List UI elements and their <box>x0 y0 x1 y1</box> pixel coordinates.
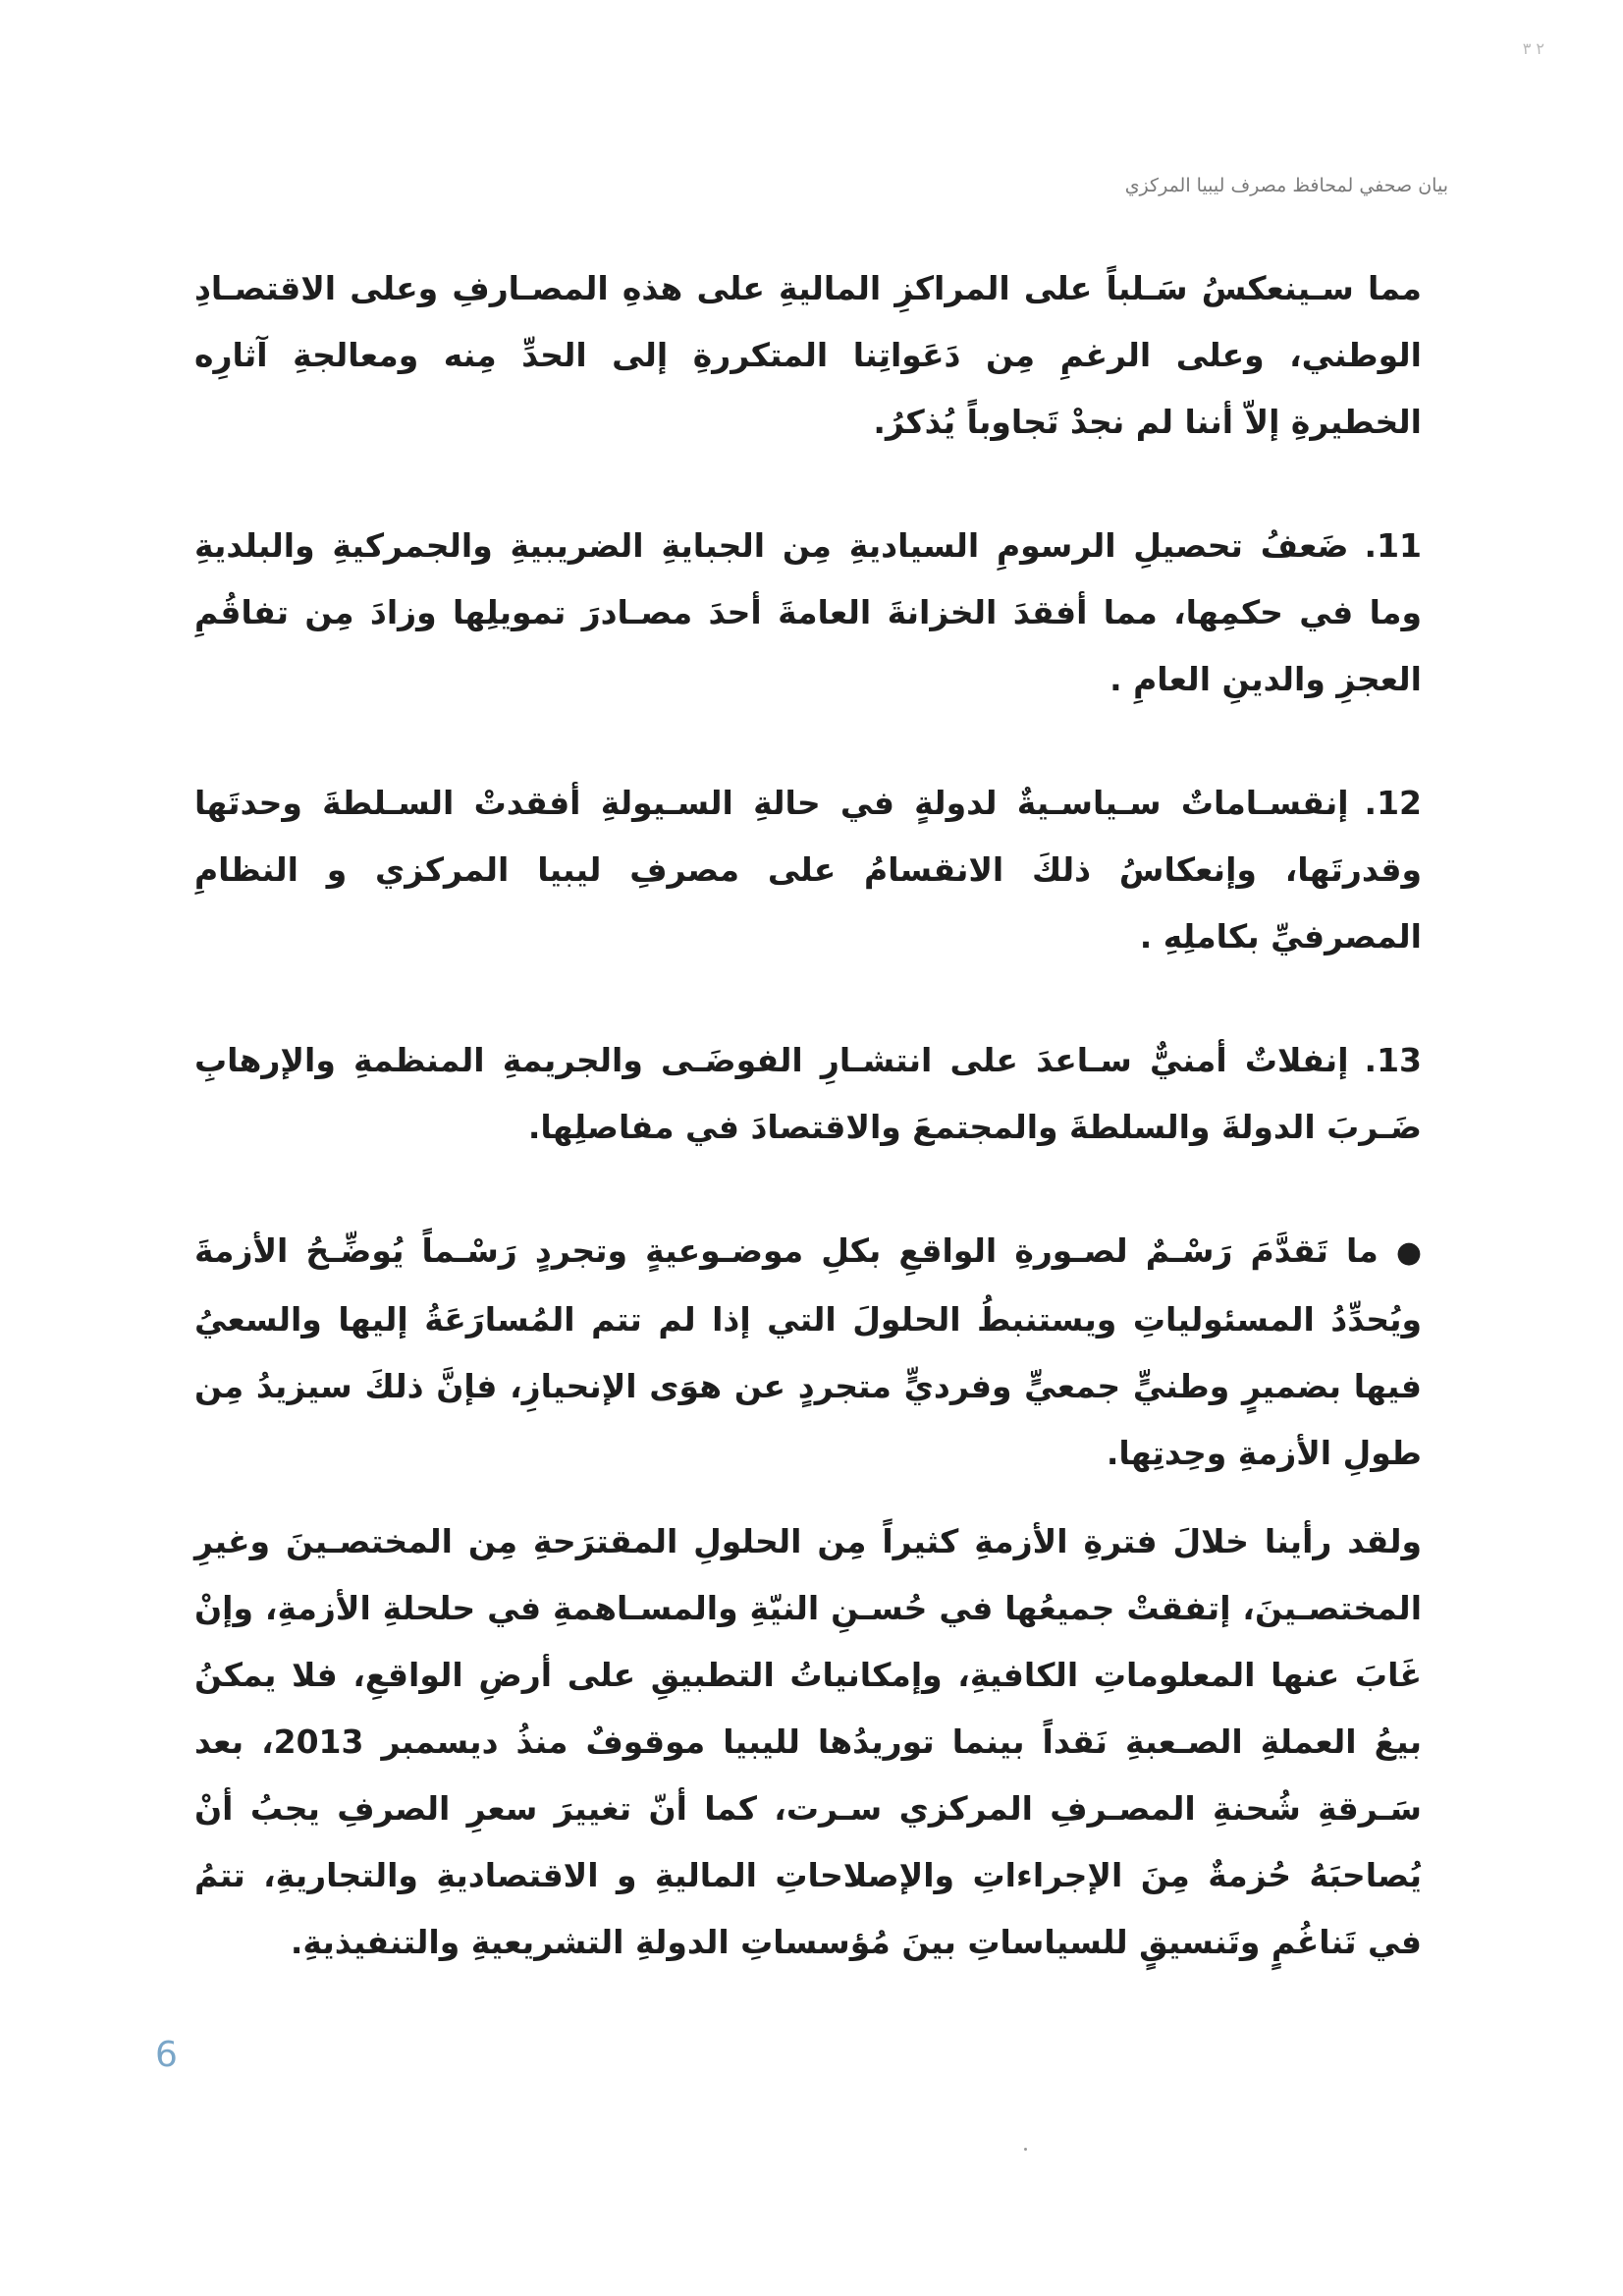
item-text: إنفلاتٌ أمنيٌّ سـاعدَ على انتشـارِ الفوضَـى والجريمةِ المنظمةِ والإرهابِ ضَـربَ الدولةَ والسلطةَ والمجتمعَ والاقتصادَ في مفاصلِها. <box>194 1041 1422 1146</box>
bullet-icon: ● <box>1395 1235 1422 1270</box>
item-number: 13. <box>1364 1041 1422 1079</box>
body-text <box>194 255 1422 1997</box>
item-text: إنقسـاماتٌ سـياسـيةٌ لدولةٍ في حالةِ السـيولةِ أفقدتْ السـلطةَ وحدتَها وقدرتَها، وإنعكاسُ ذلكَ الانقسامُ على مصرفِ ليبيا المركزي و النظامِ المصرفيِّ بكاملِهِ . <box>194 784 1422 956</box>
closing-paragraph: ولقد رأينا خلالَ فترةِ الأزمةِ كثيراً مِن الحلولِ المقترَحةِ مِن المختصـينَ وغيرِ المختصـينَ، إتفقتْ جميعُها في حُسـنِ النيّةِ والمسـاهمةِ في حلحلةِ الأزمةِ، وإنْ غَابَ عنها المعلوماتِ الكافيةِ، وإمكانياتُ التطبيقِ على أرضِ الواقعِ، فلا يمكنُ بيعُ العملةِ الصـعبةِ نَقداً بينما توريدُها لليبيا موقوفٌ منذُ ديسمبر 2013، بعد سَـرقةِ شُحنةِ المصـرفِ المركزي سـرت، كما أنّ تغييرَ سعرِ الصرفِ يجبُ أنْ يُصاحبَهُ حُزمةٌ مِنَ الإجراءاتِ والإصلاحاتِ الماليةِ و الاقتصاديةِ والتجاريةِ، تتمُ في تَناغُمٍ وتَنسيقٍ للسياساتِ بينَ مُؤسساتِ الدولةِ التشريعيةِ والتنفيذيةِ. <box>194 1522 1422 1961</box>
item-text: ضَعفُ تحصيلِ الرسومِ السياديةِ مِن الجبايةِ الضريبيةِ والجمركيةِ والبلديةِ وما في حكمِها، مما أفقدَ الخزانةَ العامةَ أحدَ مصـادرَ تمويلِها وزادَ مِن تفاقُمِ العجزِ والدينِ العامِ . <box>194 526 1422 698</box>
item-number: 12. <box>1364 784 1422 822</box>
corner-marks: ٢ ٣ <box>1522 39 1544 58</box>
bullet-text: ما تَقدَّمَ رَسْـمٌ لصـورةِ الواقعِ بكلِ موضـوعيةٍ وتجردٍ رَسْـماً يُوضِّـحُ الأزمةَ ويُحدِّدُ المسئولياتِ ويستنبطُ الحلولَ التي إذا لم تتم المُسارَعَةُ إليها والسعيُ فيها بضميرٍ وطنيٍّ جمعيٍّ وفرديٍّ متجردٍ عن هوَى الإنحيازِ، فإنَّ ذلكَ سيزيدُ مِن طولِ الأزمةِ وحِدتِها. <box>194 1231 1422 1472</box>
running-header: بيان صحفي لمحافظ مصرف ليبيا المركزي <box>1124 175 1448 196</box>
list-item-13 <box>194 1027 1422 1161</box>
bullet-paragraph <box>194 1218 1422 1487</box>
item-number: 11. <box>1364 526 1422 565</box>
list-item-12 <box>194 770 1422 970</box>
page-number: 6 <box>155 2035 178 2075</box>
intro-paragraph: مما سـينعكسُ سَـلباً على المراكزِ الماليةِ على هذهِ المصـارفِ وعلى الاقتصـادِ الوطني، وعلى الرغمِ مِن دَعَواتِنا المتكررةِ إلى الحدِّ مِنه ومعالجةِ آثارِه الخطيرةِ إلاّ أننا لم نجدْ تَجاوباً يُذكرُ. <box>194 269 1422 441</box>
list-item-11 <box>194 513 1422 713</box>
scan-dot <box>1024 2148 1027 2151</box>
